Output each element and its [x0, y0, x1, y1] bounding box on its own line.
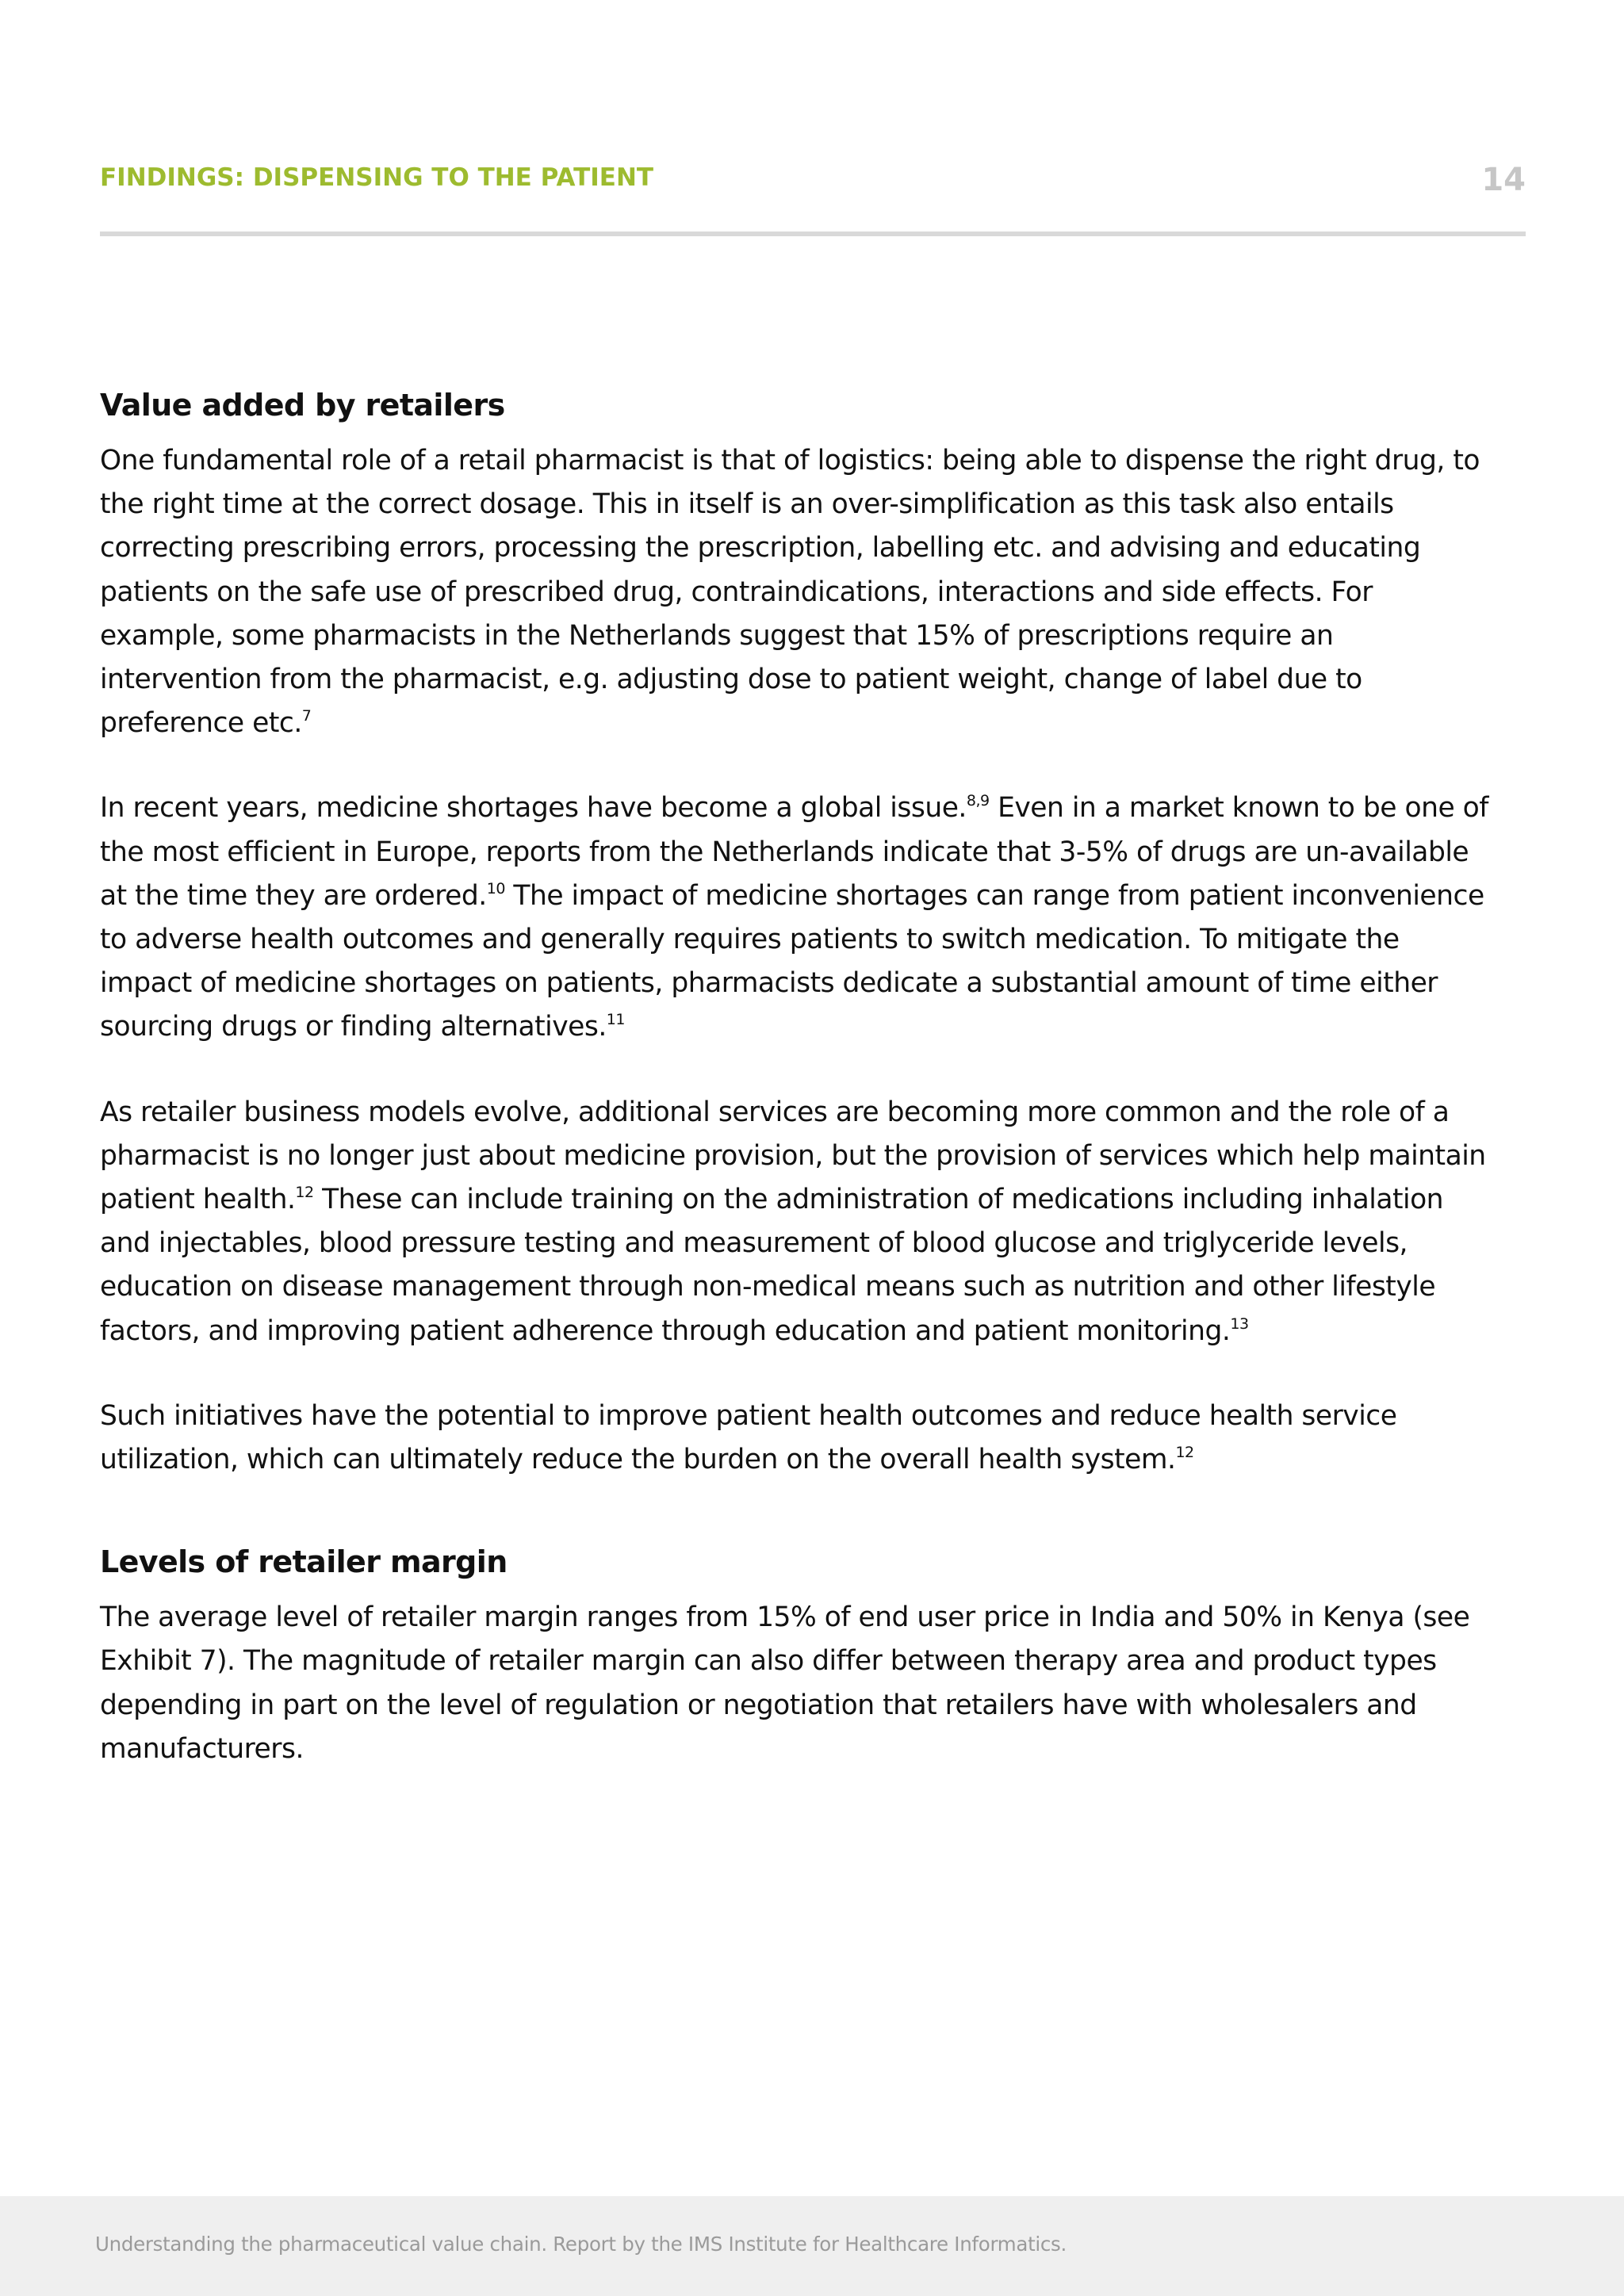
section-label: FINDINGS: DISPENSING TO THE PATIENT: [100, 163, 654, 192]
paragraph: [100, 1395, 1496, 1482]
footnote-ref: 11: [606, 1011, 625, 1029]
section-heading: Value added by retailers: [100, 388, 505, 423]
paragraph-text: Even in a market known to be one of the most efficient in Europe, reports from the Netherlands indicate that 3-5% of drugs are un-available at the time they are ordered.: [100, 792, 1488, 912]
paragraph: [100, 1091, 1496, 1353]
paragraph: [100, 1596, 1496, 1771]
paragraph: [100, 786, 1496, 1049]
main-content: [100, 381, 1496, 1771]
footnote-ref: 10: [486, 879, 505, 897]
footnote-ref: 12: [1175, 1444, 1194, 1462]
page-footer: [0, 2196, 1624, 2296]
page-header: [100, 155, 1526, 236]
footer-text: Understanding the pharmaceutical value chain. Report by the IMS Institute for Healthcare Informatics.: [95, 2233, 1067, 2256]
paragraph-text: One fundamental role of a retail pharmacist is that of logistics: being able to dispense the right drug, to the right time at the correct dosage. This in itself is an over-simplification as this task also entails correcting prescribing errors, processing the prescription, labelling etc. and advising and educating patients on the safe use of prescribed drug, contraindications, interactions and side effects. For example, some pharmacists in the Netherlands suggest that 15% of prescriptions require an intervention from the pharmacist, e.g. adjusting dose to patient weight, change of label due to preference etc.: [100, 445, 1480, 740]
paragraph-text: Such initiatives have the potential to improve patient health outcomes and reduce health service utilization, which can ultimately reduce the burden on the overall health system.: [100, 1399, 1397, 1476]
footnote-ref: 12: [295, 1184, 314, 1202]
paragraph-text: The average level of retailer margin ranges from 15% of end user price in India and 50% in Kenya (see Exhibit 7). The magnitude of retailer margin can also differ between therapy area and product types depending in part on the level of regulation or negotiation that retailers have with wholesalers and manufacturers.: [100, 1601, 1470, 1765]
footnote-ref: 8,9: [966, 792, 990, 810]
footnote-ref: 13: [1230, 1314, 1249, 1333]
paragraph-text: The impact of medicine shortages can range from patient inconvenience to adverse health outcomes and generally requires patients to switch medication. To mitigate the impact of medicine shortages on patients, pharmacists dedicate a substantial amount of time either sourcing drugs or finding alternatives.: [100, 879, 1484, 1043]
section-heading: Levels of retailer margin: [100, 1544, 508, 1580]
footnote-ref: 7: [301, 707, 312, 725]
page-number: 14: [1481, 162, 1526, 198]
paragraph-text: In recent years, medicine shortages have become a global issue.: [100, 792, 967, 825]
paragraph: [100, 439, 1496, 745]
paragraph-text: As retailer business models evolve, additional services are becoming more common and the role of a pharmacist is no longer just about medicine provision, but the provision of services which help maintain patient health.: [100, 1096, 1486, 1216]
paragraph-text: These can include training on the administration of medications including inhalation and injectables, blood pressure testing and measurement of blood glucose and triglyceride levels, education on disease management through non-medical means such as nutrition and other lifestyle factors, and improving patient adherence through education and patient monitoring.: [100, 1184, 1444, 1347]
